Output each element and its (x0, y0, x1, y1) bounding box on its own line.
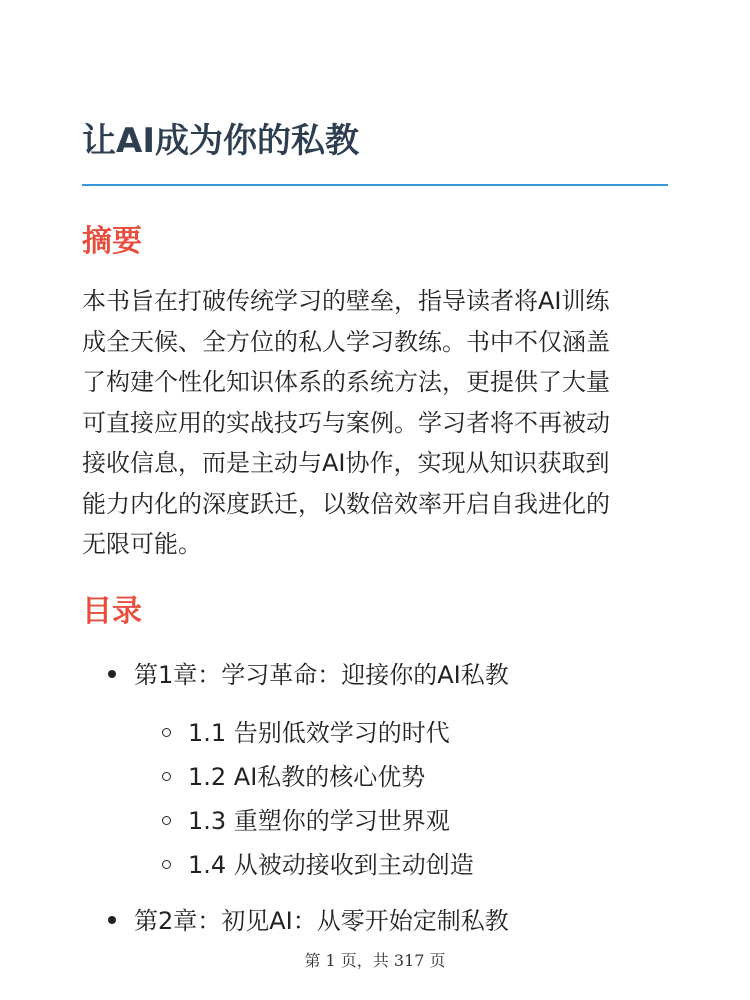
circle-bullet-icon (162, 816, 171, 825)
summary-line: 了构建个性化知识体系的系统方法，更提供了大量 (82, 368, 610, 396)
summary-line: 无限可能。 (82, 530, 202, 558)
toc-section-1-2[interactable] (162, 759, 425, 795)
toc-chapter-1[interactable] (108, 657, 509, 693)
bullet-icon (108, 670, 116, 678)
summary-line: 能力内化的深度跃迁，以数倍效率开启自我进化的 (82, 489, 610, 518)
summary-paragraph (82, 281, 672, 565)
circle-bullet-icon (162, 860, 171, 869)
toc-chapter-label: 第2章：初见AI：从零开始定制私教 (134, 907, 509, 935)
summary-line: 接收信息，而是主动与AI协作，实现从知识获取到 (82, 449, 610, 477)
toc-section-label: 1.3 重塑你的学习世界观 (188, 807, 450, 835)
toc-section-1-3[interactable] (162, 803, 450, 839)
summary-line: 本书旨在打破传统学习的壁垒，指导读者将AI训练 (82, 287, 610, 315)
title-divider (82, 184, 668, 186)
document-title: 让AI成为你的私教 (82, 121, 359, 161)
summary-line: 成全天候、全方位的私人学习教练。书中不仅涵盖 (82, 327, 610, 356)
toc-section-1-4[interactable] (162, 847, 474, 883)
toc-chapter-label: 第1章：学习革命：迎接你的AI私教 (134, 661, 509, 689)
toc-section-label: 1.1 告别低效学习的时代 (188, 719, 450, 747)
circle-bullet-icon (162, 728, 171, 737)
toc-section-1-1[interactable] (162, 715, 450, 751)
summary-line: 可直接应用的实战技巧与案例。学习者将不再被动 (82, 408, 610, 437)
bullet-icon (108, 916, 116, 924)
toc-section-label: 1.2 AI私教的核心优势 (188, 763, 426, 791)
summary-heading: 摘要 (82, 224, 142, 259)
toc-heading: 目录 (82, 594, 142, 629)
toc-chapter-2[interactable] (108, 903, 509, 939)
circle-bullet-icon (162, 772, 171, 781)
page-footer: 第 1 页，共 317 页 (304, 951, 446, 970)
toc-section-label: 1.4 从被动接收到主动创造 (188, 851, 474, 879)
